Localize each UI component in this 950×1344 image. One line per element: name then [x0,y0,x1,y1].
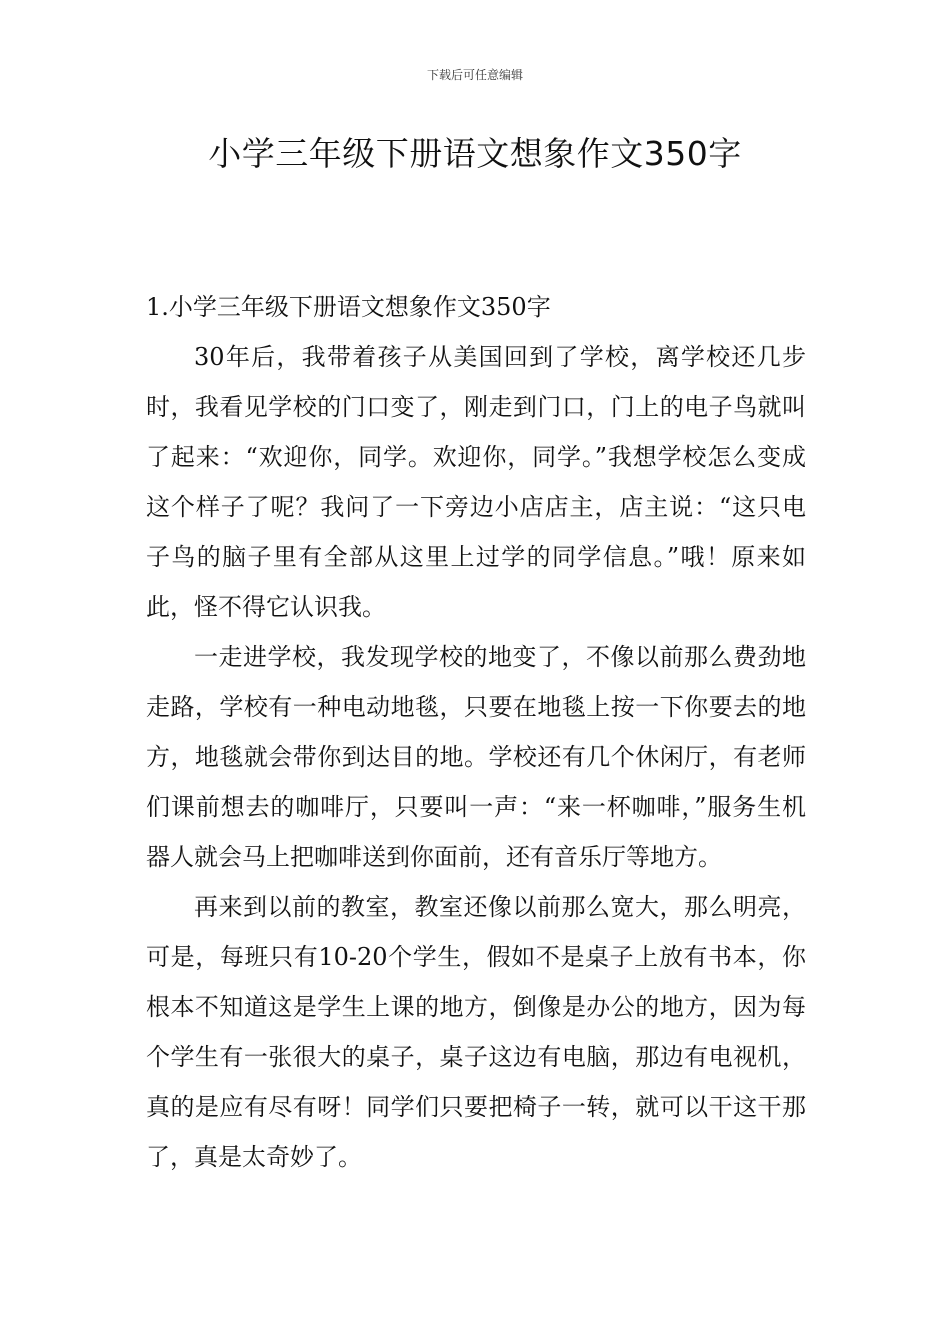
paragraph-3: 再来到以前的教室，教室还像以前那么宽大，那么明亮，可是，每班只有10-20个学生，假如不是桌子上放有书本，你根本不知道这是学生上课的地方，倒像是办公的地方，因为每个学生有一张很大的桌子，桌子这边有电脑，那边有电视机，真的是应有尽有呀！同学们只要把椅子一转，就可以干这干那了，真是太奇妙了。 [146,893,806,1171]
paragraph-1: 30年后，我带着孩子从美国回到了学校，离学校还几步时，我看见学校的门口变了，刚走到门口，门上的电子鸟就叫了起来：“欢迎你，同学。欢迎你，同学。”我想学校怎么变成这个样子了呢？我问了一下旁边小店店主，店主说：“这只电子鸟的脑子里有全部从这里上过学的同学信息。”哦！原来如此，怪不得它认识我。 [146,343,806,621]
section-heading: 1.小学三年级下册语文想象作文350字 [146,293,551,321]
header-note: 下载后可任意编辑 [426,68,523,82]
paragraph-2: 一走进学校，我发现学校的地变了，不像以前那么费劲地走路，学校有一种电动地毯，只要在地毯上按一下你要去的地方，地毯就会带你到达目的地。学校还有几个休闲厅，有老师们课前想去的咖啡厅，只要叫一声：“来一杯咖啡，”服务生机器人就会马上把咖啡送到你面前，还有音乐厅等地方。 [146,643,806,871]
document-title: 小学三年级下册语文想象作文350字 [208,134,742,173]
document-body [146,282,806,1182]
